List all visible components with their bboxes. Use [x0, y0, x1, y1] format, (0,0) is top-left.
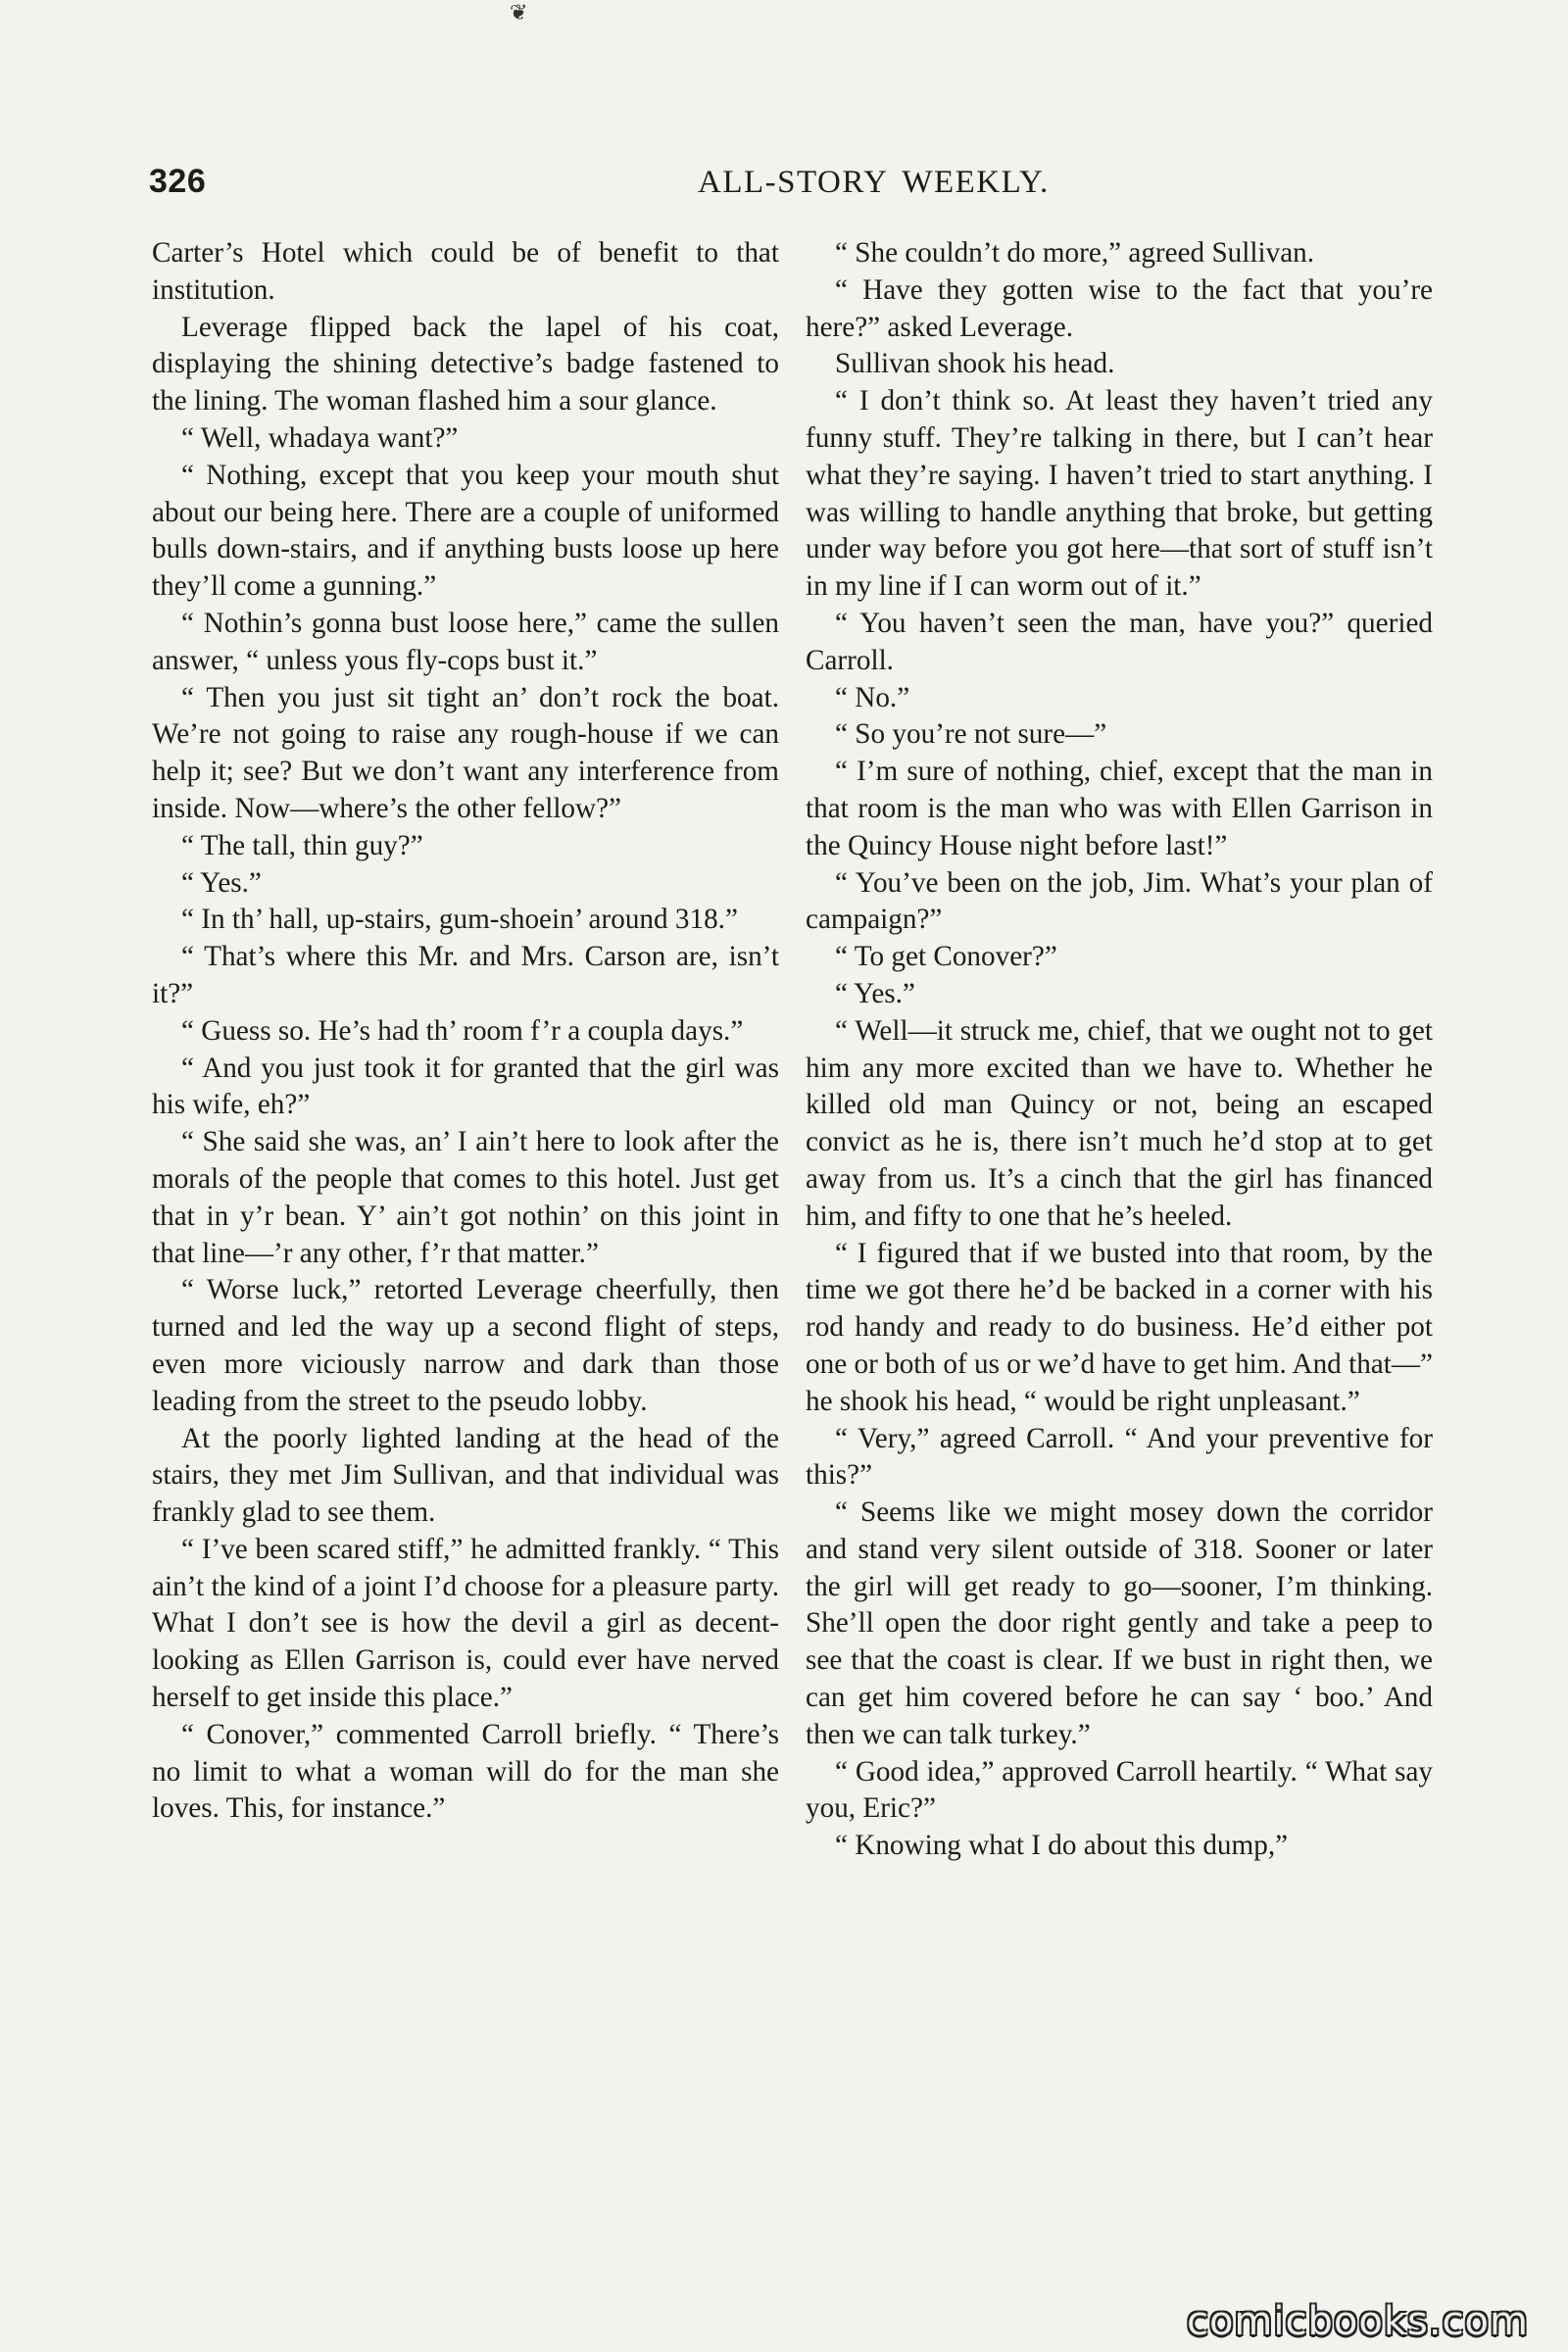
paragraph: “ I’ve been scared stiff,” he admitted frankly. “ This ain’t the kind of a joint I’d choose for a pleasure party. What I don’t see is how the devil a girl as decent-looking as Ellen Garrison is, could ever have nerved herself to get inside this place.” [152, 1533, 779, 1714]
paragraph: “ Have they gotten wise to the fact that you’re here?” asked Leverage. [806, 273, 1433, 343]
paragraph: “ So you’re not sure—” [835, 718, 1107, 751]
paragraph: “ She said she was, an’ I ain’t here to look after the morals of the people that comes to this hotel. Just get that in y’r bean. Y’ ain’t got nothin’ on this joint in that line—’r any other, f’r that matter.” [152, 1126, 779, 1269]
paragraph: “ To get Conover?” [835, 941, 1057, 973]
paragraph: “ Knowing what I do about this dump,” [835, 1830, 1289, 1862]
paragraph: Carter’s Hotel which could be of benefit to that institution. [152, 237, 779, 306]
paragraph: “ That’s where this Mr. and Mrs. Carson are, isn’t it?” [152, 941, 779, 1009]
paragraph: “ You’ve been on the job, Jim. What’s your plan of campaign?” [806, 866, 1433, 936]
paragraph: “ Seems like we might mosey down the corridor and stand very silent outside of 318. Sooner or later the girl will get ready to go—sooner, I’m thinking. She’ll open the door right gently and take a peep to see that the coast is clear. If we bust in right then, we can get him covered before he can say ‘ boo.’ And then we can talk turkey.” [806, 1496, 1433, 1750]
paragraph: “ Nothing, except that you keep your mouth shut about our being here. There are a couple of uniformed bulls down-stairs, and if anything busts loose up here they’ll come a gunning.” [152, 459, 779, 603]
paragraph: At the poorly lighted landing at the head of the stairs, they met Jim Sullivan, and that individual was frankly glad to see them. [152, 1422, 779, 1529]
paragraph: “ Yes.” [835, 977, 915, 1009]
watermark: comicbooks.com [1186, 2299, 1529, 2344]
paragraph: “ Worse luck,” retorted Leverage cheerfully, then turned and led the way up a second flight of steps, even more viciously narrow and dark than those leading from the street to the pseudo lobby. [152, 1274, 779, 1417]
paragraph: “ You haven’t seen the man, have you?” queried Carroll. [806, 607, 1433, 676]
paragraph: “ Good idea,” approved Carroll heartily. “ What say you, Eric?” [806, 1755, 1433, 1825]
paragraph: “ I figured that if we busted into that room, by the time we got there he’d be backed in a corner with his rod handy and ready to do business. He’d either pot one or both of us or we’d have to get him. And that—” he shook his head, “ would be right unpleasant.” [806, 1237, 1433, 1417]
paragraph: “ Well, whadaya want?” [181, 421, 459, 454]
paragraph: Sullivan shook his head. [835, 348, 1115, 380]
paragraph: “ She couldn’t do more,” agreed Sullivan. [835, 237, 1315, 269]
paragraph: “ And you just took it for granted that the girl was his wife, eh?” [152, 1052, 779, 1121]
paragraph: “ Guess so. He’s had th’ room f’r a coupla days.” [181, 1014, 744, 1047]
running-head: ALL-STORY WEEKLY. [698, 165, 1050, 200]
page-header [149, 163, 1413, 212]
page-number: 326 [149, 163, 207, 200]
paragraph: “ The tall, thin guy?” [181, 829, 423, 861]
left-column [152, 235, 779, 1828]
paragraph: “ I’m sure of nothing, chief, except that the man in that room is the man who was with Ellen Garrison in the Quincy House night before last!” [806, 756, 1433, 861]
paragraph: “ I don’t think so. At least they haven’t tried any funny stuff. They’re talking in there, but I can’t hear what they’re saying. I haven’t tried to start anything. I was willing to handle anything that broke, but getting under way before you got here—that sort of stuff isn’t in my line if I can worm out of it.” [806, 385, 1433, 603]
paragraph: “ Nothin’s gonna bust loose here,” came the sullen answer, “ unless yous fly-cops bust it.” [152, 607, 779, 676]
paragraph: “ No.” [835, 681, 910, 713]
paragraph: “ Conover,” commented Carroll briefly. “ There’s no limit to what a woman will do for the man she loves. This, for instance.” [152, 1718, 779, 1825]
paragraph: “ Then you just sit tight an’ don’t rock the boat. We’re not going to raise any rough-house if we can help it; see? But we don’t want any interference from inside. Now—where’s the other fellow?” [152, 681, 779, 824]
paragraph: Leverage flipped back the lapel of his coat, displaying the shining detective’s badge fastened to the lining. The woman flashed him a sour glance. [152, 311, 779, 417]
page-ornament: ❦ [510, 0, 528, 24]
paragraph: “ Very,” agreed Carroll. “ And your preventive for this?” [806, 1422, 1433, 1492]
paragraph: “ Well—it struck me, chief, that we ought not to get him any more excited than we have to. Whether he killed old man Quincy or not, being an escaped convict as he is, there isn’t much he’d stop at to get away from us. It’s a cinch that the girl has financed him, and fifty to one that he’s heeled. [806, 1014, 1433, 1232]
paragraph: “ Yes.” [181, 866, 262, 899]
paragraph: “ In th’ hall, up-stairs, gum-shoein’ around 318.” [181, 904, 738, 936]
right-column [806, 235, 1433, 1865]
